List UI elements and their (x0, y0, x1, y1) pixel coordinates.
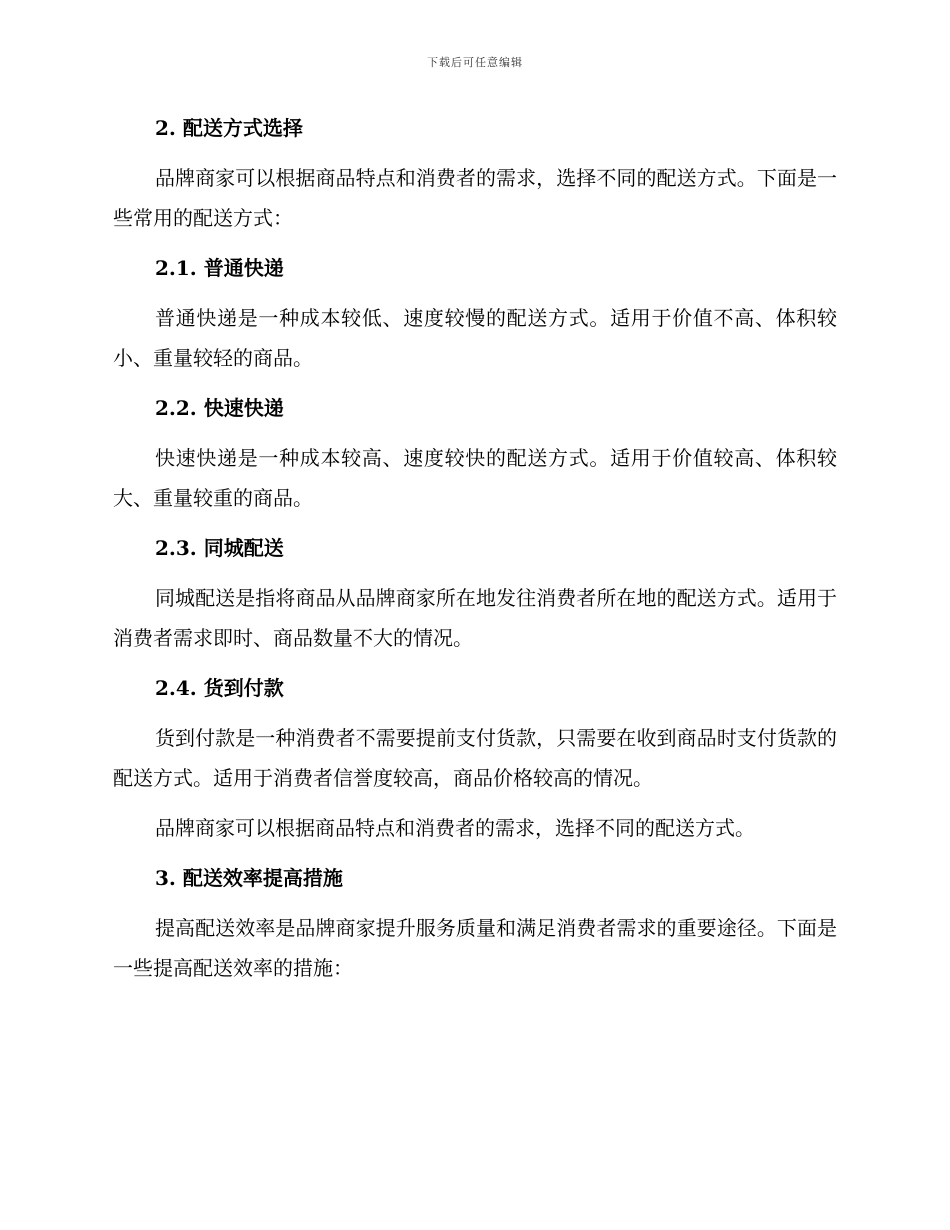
paragraph: 普通快递是一种成本较低、速度较慢的配送方式。适用于价值不高、体积较小、重量较轻的商品。 (113, 306, 837, 370)
section-heading: 2.4. 货到付款 (155, 676, 284, 700)
paragraph: 提高配送效率是品牌商家提升服务质量和满足消费者需求的重要途径。下面是一些提高配送效率的措施： (113, 916, 837, 980)
paragraph: 品牌商家可以根据商品特点和消费者的需求，选择不同的配送方式。 (155, 816, 755, 840)
section-heading: 2.1. 普通快递 (155, 256, 284, 280)
section-heading: 2.3. 同城配送 (155, 536, 284, 560)
section-heading: 2.2. 快速快递 (155, 396, 284, 420)
paragraph: 快速快递是一种成本较高、速度较快的配送方式。适用于价值较高、体积较大、重量较重的商品。 (113, 446, 837, 510)
paragraph: 品牌商家可以根据商品特点和消费者的需求，选择不同的配送方式。下面是一些常用的配送方式： (113, 166, 837, 230)
paragraph: 同城配送是指将商品从品牌商家所在地发往消费者所在地的配送方式。适用于消费者需求即时、商品数量不大的情况。 (113, 586, 837, 650)
paragraph: 货到付款是一种消费者不需要提前支付货款，只需要在收到商品时支付货款的配送方式。适用于消费者信誉度较高，商品价格较高的情况。 (113, 726, 837, 790)
page-header-note: 下载后可任意编辑 (427, 56, 523, 69)
section-heading: 2. 配送方式选择 (155, 116, 303, 140)
section-heading: 3. 配送效率提高措施 (155, 866, 343, 890)
document-body (113, 108, 837, 998)
